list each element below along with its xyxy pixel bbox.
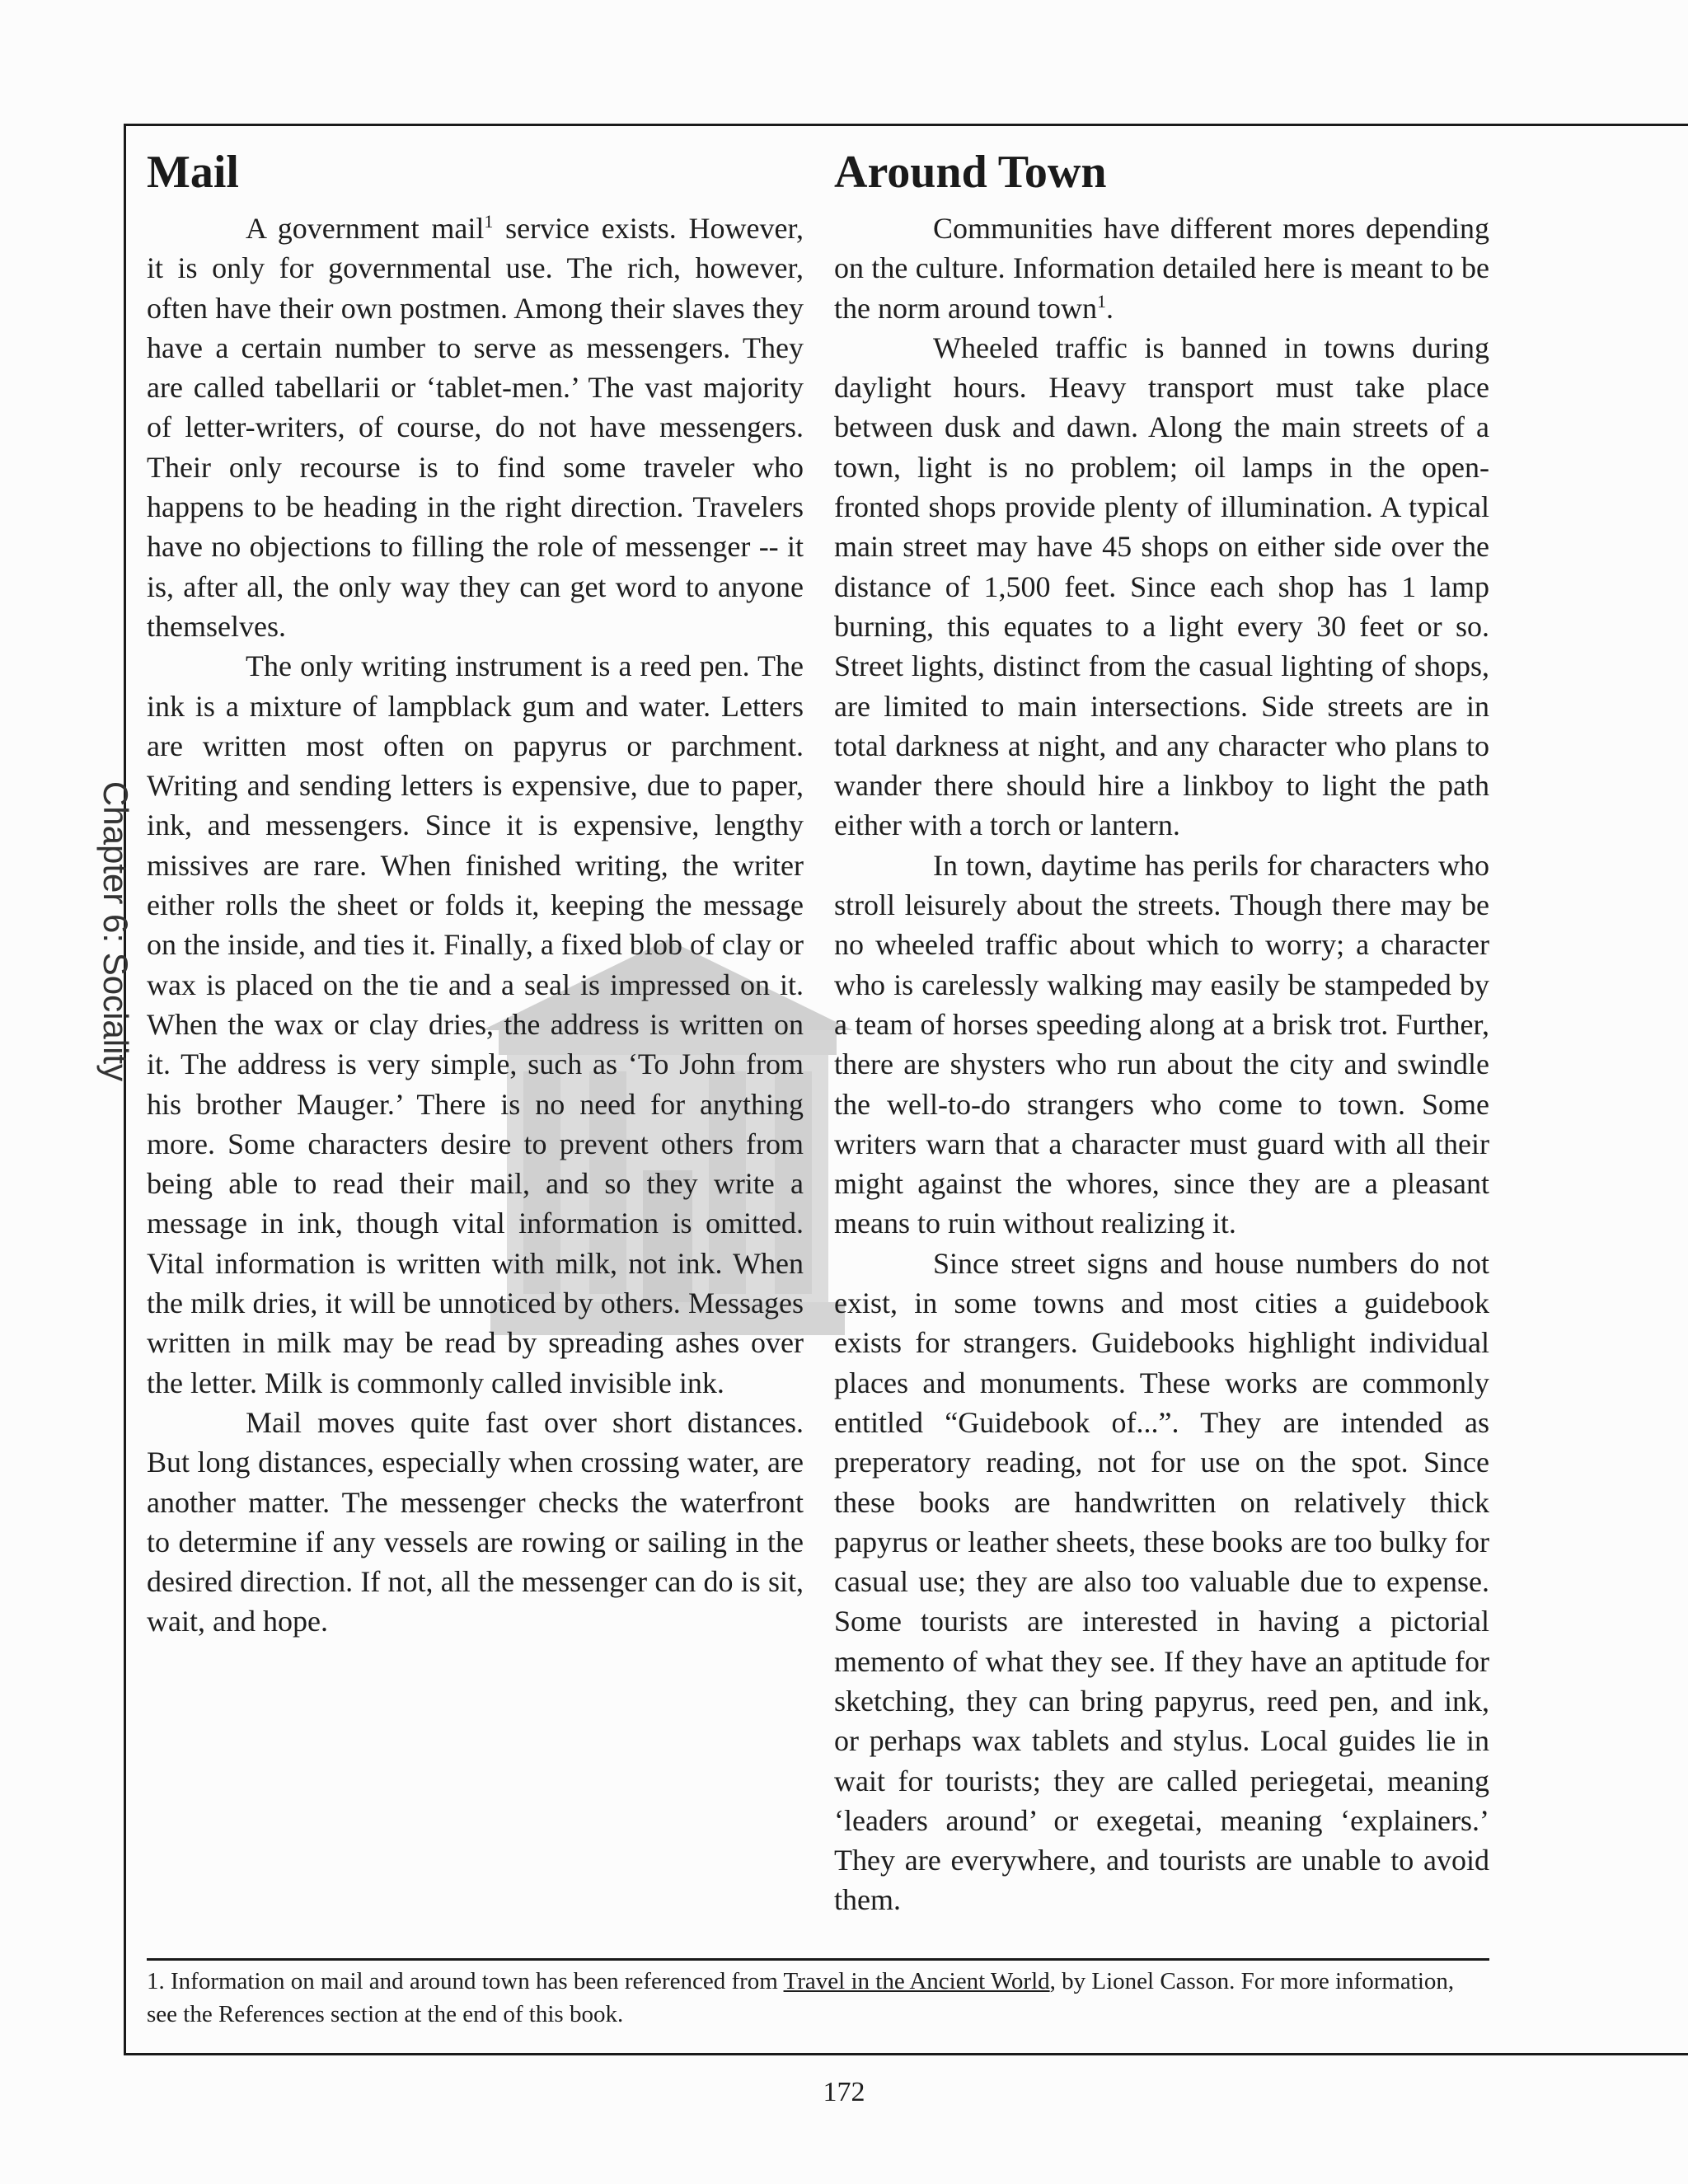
footnote-text-before: Information on mail and around town has been referenced from: [171, 1968, 784, 1994]
paragraph-text: Communities have different mores depending on the culture. Information detailed here is meant to be the norm around town: [834, 212, 1489, 325]
footnote-number: 1.: [147, 1968, 165, 1994]
paragraph: Wheeled traffic is banned in towns during daylight hours. Heavy transport must take place between dusk and dawn. Along the main streets of a town, light is no problem; oil lamps in the open-fronted shops provide plenty of illumination. A typical main street may have 45 shops on either side over the distance of 1,500 feet. Since each shop has 1 lamp burning, this equates to a light every 30 feet or so. Street lights, distinct from the casual lighting of shops, are limited to main intersections. Side streets are in total darkness at night, and any character who plans to wander there should hire a linkboy to light the path either with a torch or lantern.: [834, 330, 1489, 842]
section-heading-mail: Mail: [147, 147, 239, 198]
right-column: [834, 144, 1489, 1920]
paragraph-text: A government mail: [246, 212, 485, 245]
footnote: [147, 1965, 1489, 2031]
page-number: 172: [823, 2077, 865, 2107]
paragraph-text: .: [1105, 291, 1114, 325]
chapter-title: Chapter 6: Sociality: [96, 780, 135, 1082]
paragraph: [834, 209, 1489, 328]
left-column: [147, 144, 804, 1642]
paragraph: In town, daytime has perils for characters who stroll leisurely about the streets. Though there may be no wheeled traffic about which to worry; a character who is carelessly walking may easily be stampeded by a team of horses speeding along at a brisk trot. Further, there are shysters who run about the city and swindle the well-to-do strangers who come to town. Some writers warn that a character must guard with all their might against the whores, since they are a pleasant means to ruin without realizing it.: [834, 848, 1489, 1240]
footnote-marker: 1: [1096, 290, 1106, 312]
paragraph-text: service exists. However, it is only for governmental use. The rich, however, often have their own postmen. Among their slaves they have a certain number to serve as messengers. They are called tabellarii or ‘tablet-men.’ The vast majority of letter-writers, of course, do not have messengers. Their only recourse is to find some traveler who happens to be heading in the right direction. Travelers have no objections to filling the role of messenger -- it is, after all, the only way they can get word to anyone themselves.: [147, 212, 804, 643]
footnote-divider: [147, 1958, 1489, 1961]
section-heading-around-town: Around Town: [834, 147, 1107, 198]
footnote-marker: 1: [484, 211, 494, 232]
paragraph: Since street signs and house numbers do not exist, in some towns and most cities a guidebook exists for strangers. Guidebooks highlight individual places and monuments. These works are commonly entitled “Guidebook of...”. They are intended as preperatory reading, not for use on the spot. Since these books are handwritten on relatively thick papyrus or leather sheets, these books are too bulky for casual use; they are also too valuable due to expense. Some tourists are interested in having a pictorial memento of what they see. If they have an aptitude for sketching, they can bring papyrus, reed pen, and ink, or perhaps wax tablets and stylus. Local guides lie in wait for tourists; they are called periegetai, meaning ‘leaders around’ or exegetai, meaning ‘explainers.’ They are everywhere, and tourists are unable to avoid them.: [834, 1246, 1489, 1917]
paragraph: The only writing instrument is a reed pen. The ink is a mixture of lampblack gum and water. Letters are written most often on papyrus or parchment. Writing and sending letters is expensive, due to paper, ink, and messengers. Since it is expensive, lengthy missives are rare. When finished writing, the writer either rolls the sheet or folds it, keeping the message on the inside, and ties it. Finally, a fixed blob of clay or wax is placed on the tie and a seal is impressed on it. When the wax or clay dries, the address is written on it. The address is very simple, such as ‘To John from his brother Mauger.’ There is no need for anything more. Some characters desire to prevent others from being able to read their mail, and so they write a message in ink, though vital information is omitted. Vital information is written with milk, not ink. When the milk dries, it will be unnoticed by others. Messages written in milk may be read by spreading ashes over the letter. Milk is commonly called invisible ink.: [147, 649, 804, 1399]
paragraph: Mail moves quite fast over short distances. But long distances, especially when crossing water, are another matter. The messenger checks the waterfront to determine if any vessels are rowing or sailing in the desired direction. If not, all the messenger can do is sit, wait, and hope.: [147, 1405, 804, 1638]
footnote-text-after: , by Lionel Casson. For more information, see the References section at the end of this book.: [147, 1968, 1455, 2027]
paragraph: [147, 209, 804, 646]
reference-title: Travel in the Ancient World: [783, 1968, 1050, 1994]
